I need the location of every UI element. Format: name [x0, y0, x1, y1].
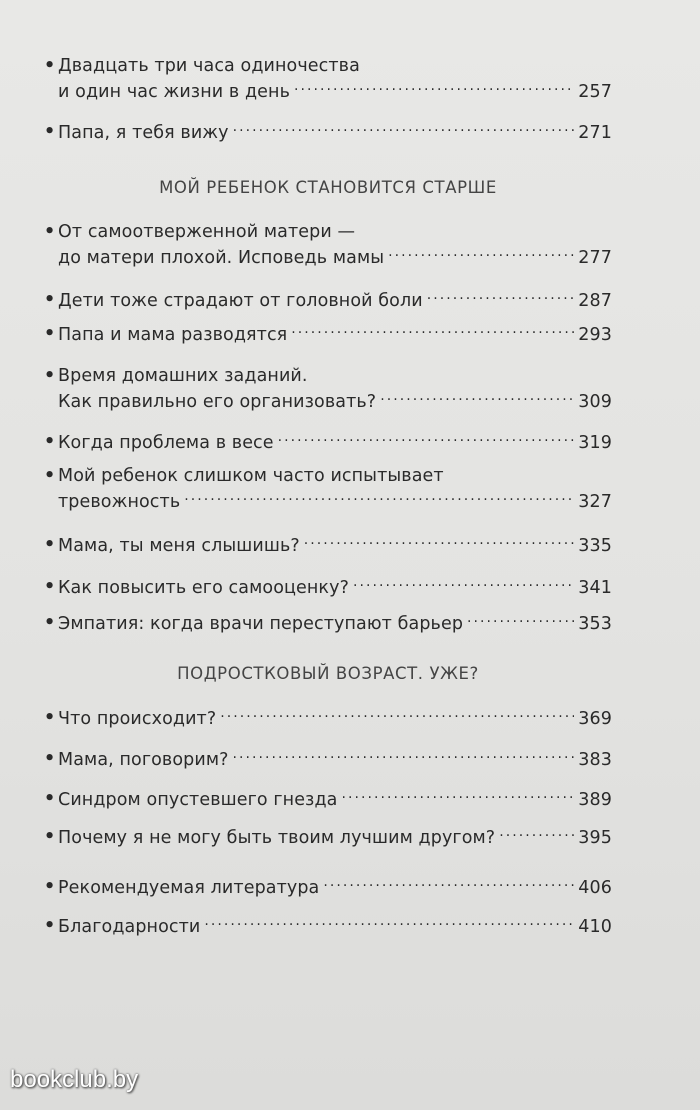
toc-entry-title: Папа, я тебя вижу [58, 122, 229, 143]
section-heading: ПОДРОСТКОВЫЙ ВОЗРАСТ. УЖЕ? [177, 664, 479, 683]
toc-entry-title: Мама, поговорим? [58, 749, 229, 770]
dot-leader [342, 787, 575, 805]
toc-page-number: 287 [578, 290, 612, 311]
dot-leader [233, 747, 575, 765]
toc-entry [44, 575, 612, 601]
toc-entry [44, 464, 612, 515]
toc-entry [44, 120, 612, 146]
toc-entry-title: Мой ребенок слишком часто испытывает [58, 466, 444, 486]
dot-leader [388, 245, 574, 263]
toc-entry-title: Почему я не могу быть твоим лучшим другом? [58, 827, 496, 848]
toc-entry-title: Как правильно его организовать? [58, 391, 377, 412]
bullet-icon: • [44, 827, 56, 847]
bullet-icon: • [44, 613, 56, 633]
section-heading: МОЙ РЕБЕНОК СТАНОВИТСЯ СТАРШЕ [159, 178, 497, 197]
bullet-icon: • [44, 916, 56, 936]
toc-page-number: 341 [578, 577, 612, 598]
toc-entry [44, 322, 612, 348]
dot-leader [278, 430, 575, 448]
bullet-icon: • [44, 749, 56, 769]
toc-page-number: 406 [578, 877, 612, 898]
bullet-icon: • [44, 466, 56, 486]
toc-page-number: 257 [578, 81, 612, 102]
dot-leader [499, 825, 574, 843]
bullet-icon: • [44, 535, 56, 555]
toc-entry-title: От самоотверженной матери — [58, 222, 356, 242]
toc-page-number: 271 [578, 122, 612, 143]
dot-leader [291, 322, 574, 340]
dot-leader [323, 875, 574, 893]
toc-entry [44, 611, 612, 637]
toc-page-number: 309 [578, 391, 612, 412]
dot-leader [427, 288, 575, 306]
dot-leader [304, 533, 575, 551]
toc-entry [44, 364, 612, 415]
dot-leader [233, 120, 575, 138]
toc-entry-title: Время домашних заданий. [58, 366, 308, 386]
bullet-icon: • [44, 122, 56, 142]
toc-entry-title: Двадцать три часа одиночества [58, 56, 360, 76]
toc-entry-title: Благодарности [58, 916, 201, 937]
dot-leader [220, 706, 574, 724]
toc-entry-title: Мама, ты меня слышишь? [58, 535, 300, 556]
bullet-icon: • [44, 324, 56, 344]
bullet-icon: • [44, 789, 56, 809]
toc-entry-title: и один час жизни в день [58, 81, 290, 102]
dot-leader [184, 489, 574, 507]
toc-page-number: 369 [578, 708, 612, 729]
toc-page-number: 293 [578, 324, 612, 345]
dot-leader [353, 575, 574, 593]
dot-leader [204, 914, 574, 932]
dot-leader [294, 79, 574, 97]
toc-entry [44, 747, 612, 773]
toc-entry [44, 825, 612, 851]
toc-page-number: 335 [578, 535, 612, 556]
toc-entry [44, 533, 612, 559]
bullet-icon: • [44, 222, 56, 242]
toc-entry-title: Синдром опустевшего гнезда [58, 789, 338, 810]
toc-entry-title: до матери плохой. Исповедь мамы [58, 247, 385, 268]
toc-entry [44, 220, 612, 271]
toc-entry-title: тревожность [58, 491, 181, 512]
toc-entry [44, 787, 612, 813]
toc-entry [44, 706, 612, 732]
watermark: bookclub.by [10, 1066, 139, 1093]
toc-entry-title: Рекомендуемая литература [58, 877, 320, 898]
toc-entry-title: Что происходит? [58, 708, 217, 729]
bullet-icon: • [44, 708, 56, 728]
toc-page-number: 389 [578, 789, 612, 810]
toc-page-number: 327 [578, 491, 612, 512]
toc-entry [44, 288, 612, 314]
bullet-icon: • [44, 432, 56, 452]
toc-entry-title: Папа и мама разводятся [58, 324, 288, 345]
toc-entry [44, 914, 612, 940]
bullet-icon: • [44, 577, 56, 597]
toc-page-number: 383 [578, 749, 612, 770]
toc-entry-title: Дети тоже страдают от головной боли [58, 290, 423, 311]
bullet-icon: • [44, 366, 56, 386]
toc-page-number: 410 [578, 916, 612, 937]
toc-entry [44, 430, 612, 456]
toc-page-number: 353 [578, 613, 612, 634]
dot-leader [380, 389, 574, 407]
toc-entry-title: Эмпатия: когда врачи переступают барьер [58, 613, 464, 634]
toc-entry-title: Как повысить его самооценку? [58, 577, 349, 598]
toc-entry [44, 54, 612, 105]
toc-entry [44, 875, 612, 901]
toc-page-number: 319 [578, 432, 612, 453]
bullet-icon: • [44, 290, 56, 310]
toc-page-number: 395 [578, 827, 612, 848]
dot-leader [467, 611, 574, 629]
bullet-icon: • [44, 56, 56, 76]
toc-entry-title: Когда проблема в весе [58, 432, 274, 453]
toc-page-number: 277 [578, 247, 612, 268]
bullet-icon: • [44, 877, 56, 897]
